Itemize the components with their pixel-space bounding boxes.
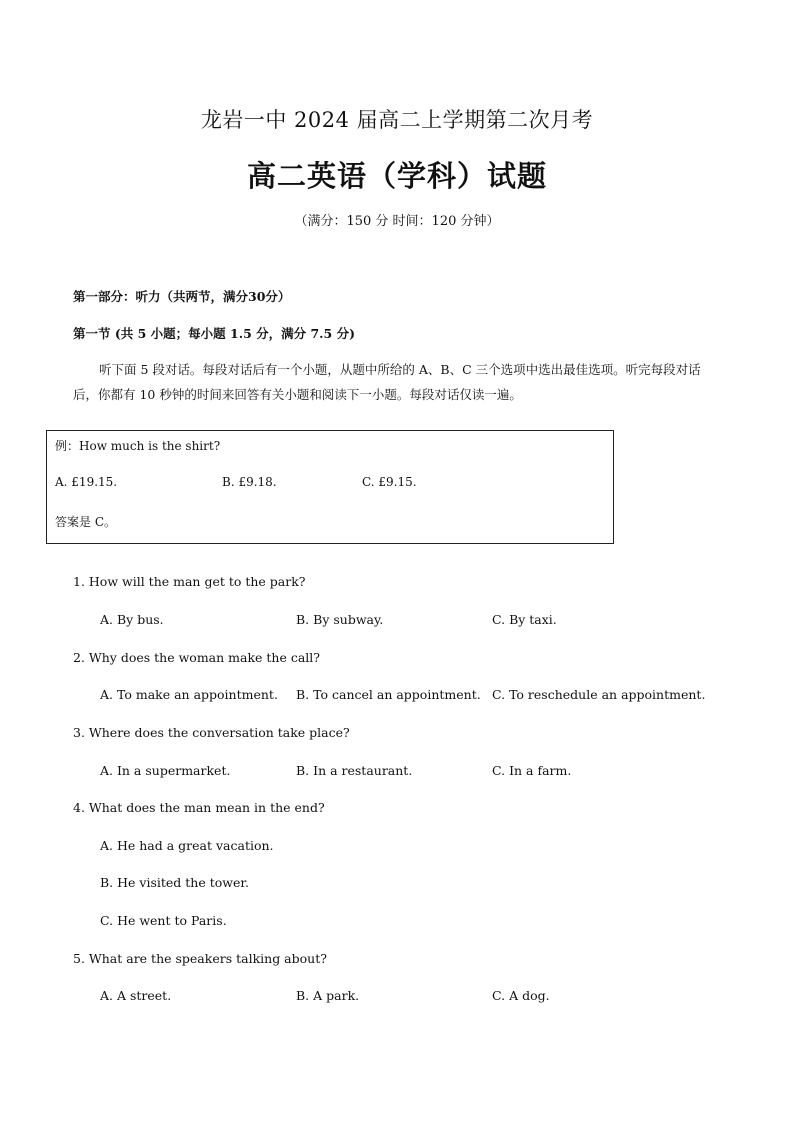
q3-option-a: A. In a supermarket.	[100, 763, 231, 778]
q1-option-b: B. By subway.	[296, 612, 384, 627]
q5-option-a: A. A street.	[100, 988, 172, 1003]
q5-option-c: C. A dog.	[492, 988, 550, 1003]
section1-heading: 第一节 (共 5 小题；每小题 1.5 分，满分 7.5 分)	[73, 326, 355, 341]
q1-option-a: A. By bus.	[100, 612, 164, 627]
part1-heading: 第一部分：听力（共两节，满分30分）	[73, 289, 291, 304]
q4-option-a: A. He had a great vacation.	[100, 838, 274, 853]
q2-option-c: C. To reschedule an appointment.	[492, 687, 706, 702]
example-answer: 答案是 C。	[55, 515, 116, 529]
q2-option-b: B. To cancel an appointment.	[296, 687, 481, 702]
q4-option-c: C. He went to Paris.	[100, 913, 227, 928]
listening-instructions: 听下面 5 段对话。每段对话后有一个小题，从题中所给的 A、B、C 三个选项中选出最佳选项。听完每段对话后，你都有 10 秒钟的时间来回答有关小题和阅读下一小题。每段对话仅读一遍。	[73, 362, 701, 402]
question-2: 2. Why does the woman make the call?	[73, 650, 320, 665]
example-question: 例：How much is the shirt?	[55, 439, 221, 453]
question-3: 3. Where does the conversation take place?	[73, 725, 350, 740]
exam-title: 高二英语（学科）试题	[246, 159, 547, 193]
q3-option-b: B. In a restaurant.	[296, 763, 413, 778]
example-box	[46, 430, 614, 544]
q2-option-a: A. To make an appointment.	[100, 687, 278, 702]
question-4: 4. What does the man mean in the end?	[73, 800, 325, 815]
exam-info: （满分：150 分 时间：120 分钟）	[294, 214, 500, 229]
school-exam-line: 龙岩一中 2024 届高二上学期第二次月考	[200, 108, 594, 132]
q5-option-b: B. A park.	[296, 988, 360, 1003]
q3-option-c: C. In a farm.	[492, 763, 572, 778]
example-option-c: C. £9.15.	[362, 475, 417, 489]
example-option-b: B. £9.18.	[222, 475, 277, 489]
example-option-a: A. £19.15.	[55, 475, 118, 489]
question-1: 1. How will the man get to the park?	[73, 574, 306, 589]
q4-option-b: B. He visited the tower.	[100, 875, 249, 890]
question-5: 5. What are the speakers talking about?	[73, 951, 327, 966]
q1-option-c: C. By taxi.	[492, 612, 557, 627]
